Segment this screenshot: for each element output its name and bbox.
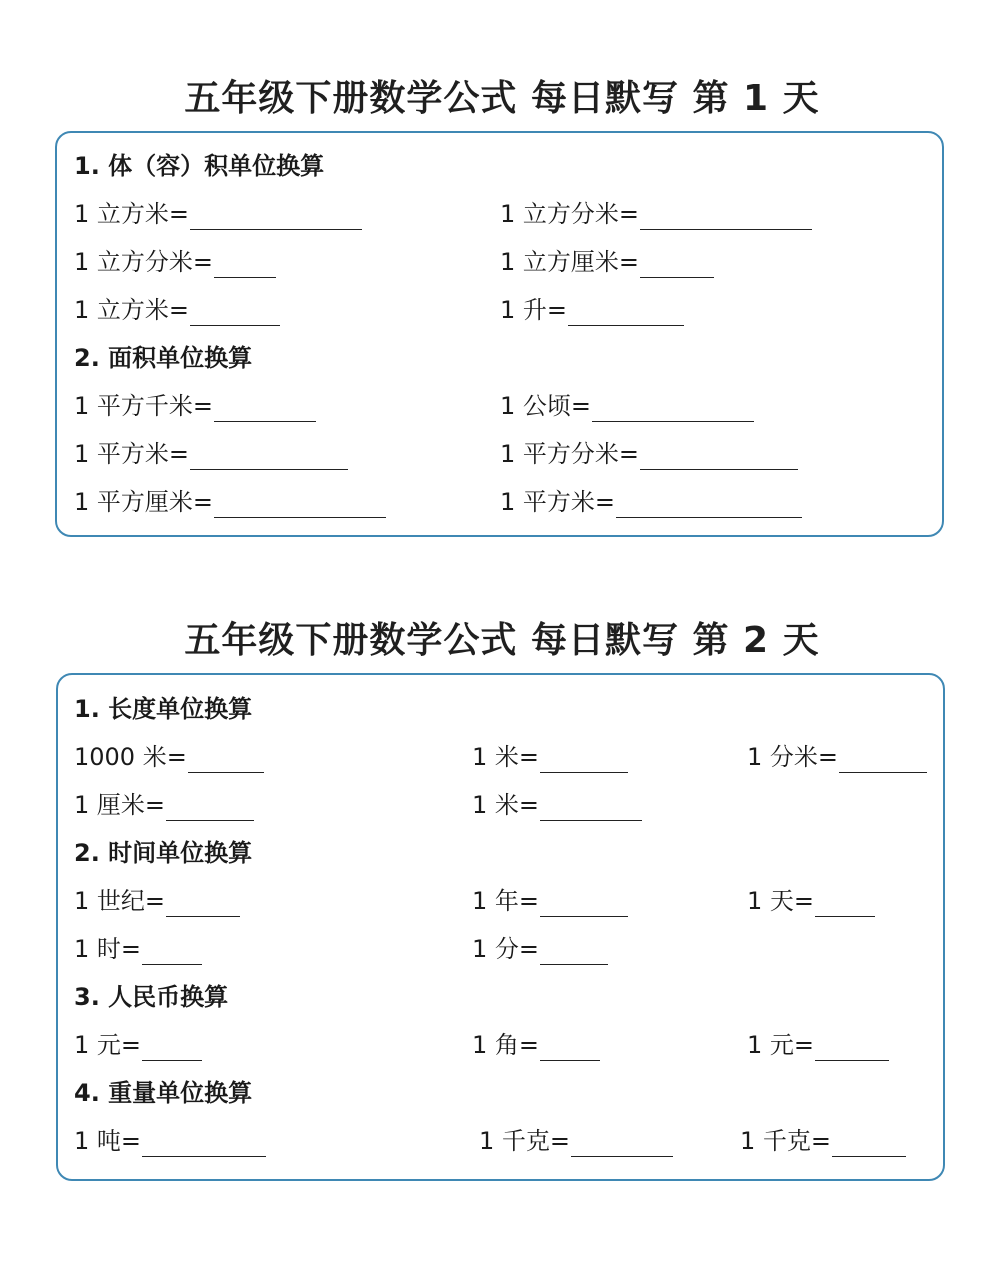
day1-section-area-heading: 2. 面积单位换算 — [74, 344, 253, 372]
day1-area-item-5 — [74, 486, 386, 518]
answer-blank[interactable] — [142, 942, 202, 965]
day2-section-weight-heading: 4. 重量单位换算 — [74, 1079, 253, 1107]
item-label: 1000 米= — [74, 743, 187, 771]
day1-area-item-2 — [500, 390, 754, 422]
day2-time-item-3 — [747, 885, 875, 917]
answer-blank[interactable] — [166, 894, 240, 917]
answer-blank[interactable] — [568, 303, 684, 326]
answer-blank[interactable] — [190, 447, 348, 470]
answer-blank[interactable] — [815, 894, 875, 917]
day1-area-item-6 — [500, 486, 802, 518]
day2-rmb-item-2 — [472, 1029, 600, 1061]
day2-length-item-5 — [472, 789, 642, 821]
answer-blank[interactable] — [214, 399, 316, 422]
item-label: 1 吨= — [74, 1127, 142, 1155]
day1-card — [55, 131, 944, 537]
day2-time-item-2 — [472, 885, 628, 917]
day2-section-time-heading: 2. 时间单位换算 — [74, 839, 253, 867]
answer-blank[interactable] — [540, 750, 628, 773]
day1-area-item-1 — [74, 390, 316, 422]
answer-blank[interactable] — [832, 1134, 906, 1157]
item-label: 1 元= — [747, 1031, 815, 1059]
day2-title: 五年级下册数学公式 每日默写 第 2 天 — [184, 620, 820, 661]
answer-blank[interactable] — [571, 1134, 673, 1157]
item-label: 1 天= — [747, 887, 815, 915]
day1-volume-item-5 — [74, 294, 280, 326]
item-label: 1 千克= — [479, 1127, 571, 1155]
day1-section-volume-heading: 1. 体（容）积单位换算 — [74, 152, 325, 180]
answer-blank[interactable] — [815, 1038, 889, 1061]
day2-time-item-5 — [472, 933, 608, 965]
answer-blank[interactable] — [540, 894, 628, 917]
item-label: 1 时= — [74, 935, 142, 963]
day2-time-item-4 — [74, 933, 202, 965]
item-label: 1 角= — [472, 1031, 540, 1059]
answer-blank[interactable] — [540, 798, 642, 821]
day2-rmb-item-1 — [74, 1029, 202, 1061]
answer-blank[interactable] — [540, 1038, 600, 1061]
item-label: 1 立方米= — [74, 200, 190, 228]
day2-length-item-4 — [74, 789, 254, 821]
day2-weight-item-1 — [74, 1125, 266, 1157]
answer-blank[interactable] — [190, 207, 362, 230]
day2-section-length-heading: 1. 长度单位换算 — [74, 695, 253, 723]
day1-volume-item-1 — [74, 198, 362, 230]
day1-volume-item-4 — [500, 246, 714, 278]
item-label: 1 年= — [472, 887, 540, 915]
answer-blank[interactable] — [190, 303, 280, 326]
item-label: 1 平方米= — [500, 488, 616, 516]
answer-blank[interactable] — [640, 255, 714, 278]
day1-title: 五年级下册数学公式 每日默写 第 1 天 — [184, 78, 820, 119]
answer-blank[interactable] — [592, 399, 754, 422]
day2-rmb-item-3 — [747, 1029, 889, 1061]
item-label: 1 米= — [472, 791, 540, 819]
item-label: 1 平方分米= — [500, 440, 640, 468]
item-label: 1 立方分米= — [74, 248, 214, 276]
day1-area-item-4 — [500, 438, 798, 470]
item-label: 1 升= — [500, 296, 568, 324]
day2-length-item-3 — [747, 741, 927, 773]
item-label: 1 元= — [74, 1031, 142, 1059]
day1-volume-item-3 — [74, 246, 276, 278]
item-label: 1 千克= — [740, 1127, 832, 1155]
answer-blank[interactable] — [540, 942, 608, 965]
day1-volume-item-2 — [500, 198, 812, 230]
answer-blank[interactable] — [640, 447, 798, 470]
day2-length-item-1 — [74, 741, 264, 773]
day1-volume-item-6 — [500, 294, 684, 326]
item-label: 1 分= — [472, 935, 540, 963]
answer-blank[interactable] — [640, 207, 812, 230]
answer-blank[interactable] — [214, 495, 386, 518]
item-label: 1 立方分米= — [500, 200, 640, 228]
item-label: 1 公顷= — [500, 392, 592, 420]
day2-weight-item-2 — [479, 1125, 673, 1157]
item-label: 1 米= — [472, 743, 540, 771]
answer-blank[interactable] — [142, 1038, 202, 1061]
answer-blank[interactable] — [214, 255, 276, 278]
item-label: 1 平方米= — [74, 440, 190, 468]
day1-area-item-3 — [74, 438, 348, 470]
day2-length-item-2 — [472, 741, 628, 773]
item-label: 1 平方厘米= — [74, 488, 214, 516]
day2-time-item-1 — [74, 885, 240, 917]
answer-blank[interactable] — [616, 495, 802, 518]
item-label: 1 立方厘米= — [500, 248, 640, 276]
day2-section-rmb-heading: 3. 人民币换算 — [74, 983, 229, 1011]
answer-blank[interactable] — [188, 750, 264, 773]
day2-weight-item-3 — [740, 1125, 906, 1157]
item-label: 1 世纪= — [74, 887, 166, 915]
item-label: 1 平方千米= — [74, 392, 214, 420]
answer-blank[interactable] — [142, 1134, 266, 1157]
item-label: 1 立方米= — [74, 296, 190, 324]
answer-blank[interactable] — [839, 750, 927, 773]
item-label: 1 分米= — [747, 743, 839, 771]
item-label: 1 厘米= — [74, 791, 166, 819]
answer-blank[interactable] — [166, 798, 254, 821]
